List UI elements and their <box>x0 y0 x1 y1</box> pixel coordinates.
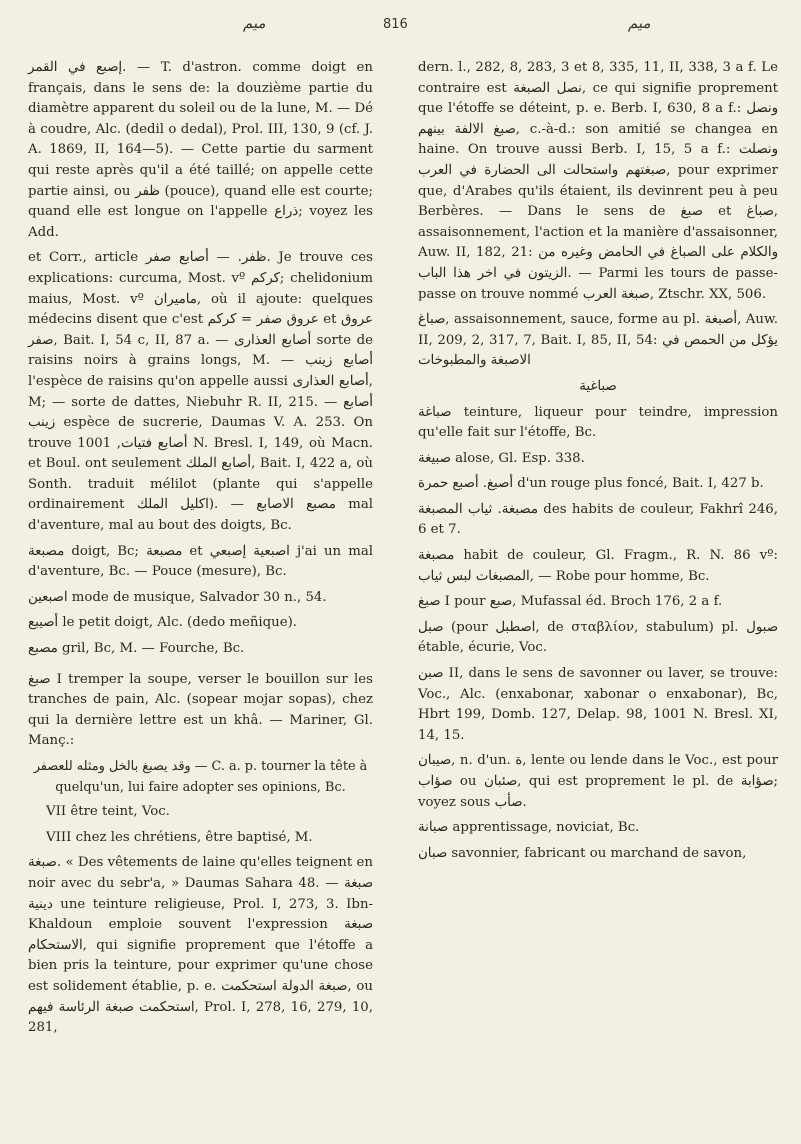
dictionary-entry: وقد يصبغ بالخل ومثله للعصفر — C. a. p. tourner la tête à quelqu'un, lui faire adopter ses opinions, Bc. <box>33 759 368 795</box>
running-head-left: ميم <box>243 14 266 32</box>
dictionary-entry: VII être teint, Voc. <box>46 804 170 820</box>
dictionary-entry: صبن II, dans le sens de savonner ou laver, se trouve: Voc., Alc. (enxabonar, xabonar o enxabonar), Bc, Hbrt 199, Domb. 127, Delap. 98, 1001 N. Bresl. XI, 14, 15. <box>418 666 778 743</box>
dictionary-entry: صبغ I pour صبع, Mufassal éd. Broch 176, 2 a f. <box>418 594 723 610</box>
running-head-right: ميم <box>628 14 651 32</box>
dictionary-entry: مصبغة habit de couleur, Gl. Fragm., R. N. 86 vº: المصبغات لبس ثياب, — Robe pour homme, Bc. <box>418 548 778 584</box>
dictionary-entry: أصيبع le petit doigt, Alc. (dedo meñique). <box>28 615 298 631</box>
dictionary-entry: مصبع gril, Bc, M. — Fourche, Bc. <box>28 641 245 657</box>
dictionary-entry: مصبغة. ثياب المصبغة des habits de couleur, Fakhrî 246, 6 et 7. <box>418 501 778 538</box>
dictionary-entry: صبغ I tremper la soupe, verser le bouillon sur les tranches de pain, Alc. (sopear mojar sopas), chez qui la dernière lettre est un khâ. — Mariner, Gl. Manç.: <box>28 671 373 749</box>
left-column <box>28 58 373 1044</box>
dictionary-entry: اصبعين mode de musique, Salvador 30 n., 54. <box>28 589 327 605</box>
right-column <box>418 58 778 869</box>
dictionary-entry: صباغ, assaisonnement, sauce, forme au pl. أصبغة, Auw. II, 209, 2, 317, 7, Bait. I, 85, II, 54: يؤكل من الحمص في الاصبغة والمطبوخات <box>418 312 778 369</box>
dictionary-entry: أصبغ. أصبع حمرة d'un rouge plus foncé, Bait. I, 427 b. <box>418 476 764 492</box>
dictionary-entry: et Corr., article ظفر. — أصابع صفر. Je trouve ces explications: curcuma, Most. vº كركم; chelidonium maius, Most. vº ماميران, où il ajoute: quelques médecins disent que c'est عروق صفر = كركم et عروق صفر, Bait. I, 54 c, II, 87 a. — أصابع العذارى sorte de raisins noirs à grains longs, M. — أصابع زينب l'espèce de raisins qu'on appelle aussi أصابع العذارى, M; — sorte de dattes, Niebuhr R. II, 215. — أصابع زينب espèce de sucrerie, Daumas V. A. 253. On trouve أصابع فتيات, 1001 N. Bresl. I, 149, où Macn. et Boul. ont seulement أصابع الملك, Bait. I, 422 a, où Sonth. traduit mélilot (plante qui s'appelle ordinairement اكليل الملك). — مصبع الاصابع mal d'aventure, mal au bout des doigts, Bc. <box>28 250 374 534</box>
dictionary-entry: صبل (pour اصطبل, de σταβλίον, stabulum) pl. صبول étable, écurie, Voc. <box>418 619 778 656</box>
dictionary-entry: صبيغة alose, Gl. Esp. 338. <box>418 450 585 466</box>
dictionary-entry: صبان savonnier, fabricant ou marchand de savon, <box>418 845 747 861</box>
dictionary-entry: dern. l., 282, 8, 283, 3 et 8, 335, 11, II, 338, 3 a f. Le contraire est نصل الصبغة, ce qui signifie proprement que l'étoffe se déteint, p. e. Berb. I, 630, 8 a f.: ونصل صبغ الالفة بينهم, c.-à-d.: son amitié se changea en haine. On trouve aussi Berb. I, 15, 5 a f.: ونصلت صبغتهم واستحالت الى الحضارة في العرب, pour exprimer que, d'Arabes qu'ils étaient, ils devinrent peu à peu Berbères. — Dans le sens de صبغ et صباغ, assaisonnement, l'action et la manière d'assaisonner, Auw. II, 182, 21: والكلام على الصباغ في الحامض وغيره من الزيتون في اخر هذا الباب. — Parmi les tours de passe-passe on trouve nommé صبغة العرب, Ztschr. XX, 506. <box>418 60 779 302</box>
page-number: 816 <box>383 17 408 32</box>
dictionary-entry: صباغية <box>579 378 617 394</box>
dictionary-entry: VIII chez les chrétiens, être baptisé, M. <box>46 829 313 845</box>
dictionary-entry: صبغة. « Des vêtements de laine qu'elles teignent en noir avec du sebr'a, » Daumas Sahara 48. — صبغة دينية une teinture religieuse, Prol. I, 273, 3. Ibn-Khaldoun emploie souvent l'expression صبغة الاستحكام, qui signifie proprement que l'étoffe a bien pris la teinture, pour exprimer qu'une chose est solidement établie, p. e. صبغة الدولة استحكمت, ou استحكمت صبغة الرئاسة فيهم, Prol. I, 278, 16, 279, 10, 281, <box>28 855 373 1036</box>
dictionary-entry: صيبان, n. d'un. ة, lente ou lende dans le Voc., est pour صؤاب ou صئبان, qui est proprement le pl. de صؤابة; voyez sous صأب. <box>418 753 778 810</box>
dictionary-entry: صباغة teinture, liqueur pour teindre, impression qu'elle fait sur l'étoffe, Bc. <box>418 404 778 441</box>
dictionary-entry: مصبعة doigt, Bc; مصبعة et اصبعية إصبعي j'ai un mal d'aventure, Bc. — Pouce (mesure), Bc. <box>28 543 374 580</box>
dictionary-entry: صبانة apprentissage, noviciat, Bc. <box>418 820 640 836</box>
dictionary-entry: إصبع في القمر. — T. d'astron. comme doigt en français, dans le sens de: la douzième partie du diamètre apparent du soleil ou de la lune, M. — Dé à coudre, Alc. (dedil o dedal), Prol. III, 130, 9 (cf. J. A. 1869, II, 164—5). — Cette partie du sarment qui reste après qu'il a été taillé; on appelle cette partie ainsi, ou ظفر (pouce), quand elle est courte; quand elle est longue on l'appelle ذراع; voyez les Add. <box>28 60 373 240</box>
